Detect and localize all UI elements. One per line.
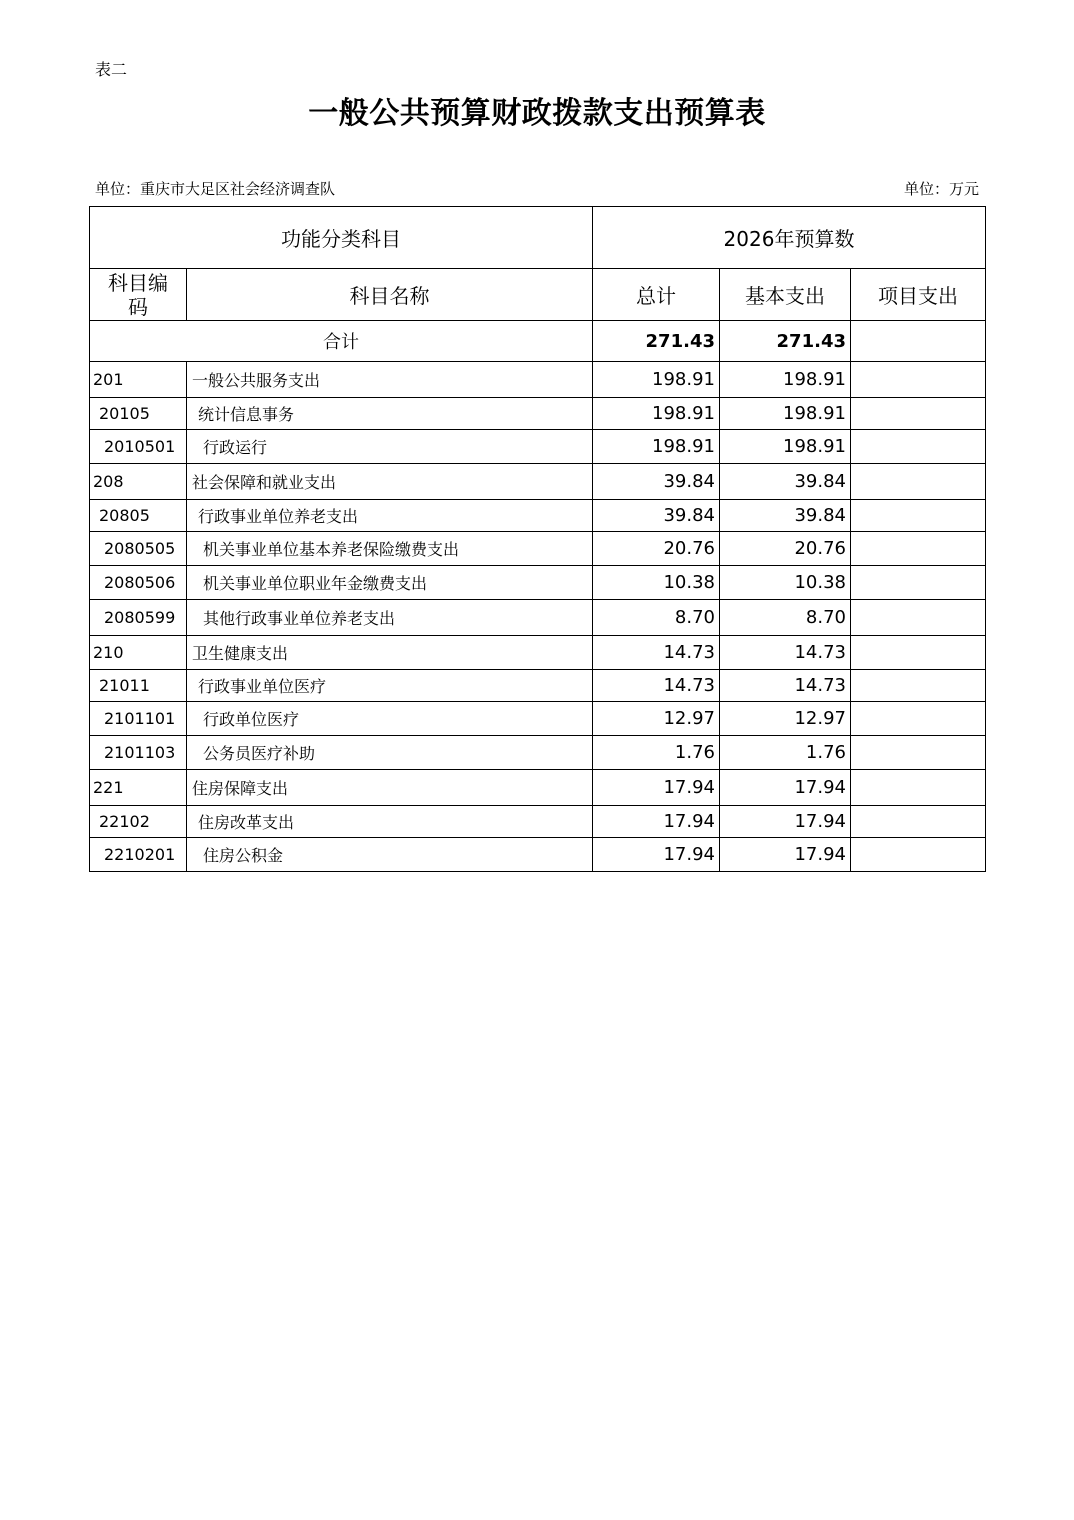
total-value-cell: 39.84 xyxy=(593,500,720,532)
subject-name-cell: 公务员医疗补助 xyxy=(187,736,593,770)
basic-value-cell: 17.94 xyxy=(720,770,851,806)
total-basic-value: 271.43 xyxy=(720,321,851,362)
budget-table xyxy=(89,206,986,872)
table-row xyxy=(90,736,986,770)
project-value-cell xyxy=(851,362,986,398)
basic-value-cell: 10.38 xyxy=(720,566,851,600)
subject-name-cell: 行政运行 xyxy=(187,430,593,464)
project-value-cell xyxy=(851,702,986,736)
total-project-value xyxy=(851,321,986,362)
subject-code-cell: 2101103 xyxy=(90,736,187,770)
basic-value-cell: 1.76 xyxy=(720,736,851,770)
subject-name-cell: 住房改革支出 xyxy=(187,806,593,838)
project-value-cell xyxy=(851,838,986,872)
project-column-header: 项目支出 xyxy=(851,269,986,321)
total-value-cell: 14.73 xyxy=(593,670,720,702)
table-row xyxy=(90,500,986,532)
basic-value-cell: 39.84 xyxy=(720,500,851,532)
column-header-row xyxy=(90,269,986,321)
project-value-cell xyxy=(851,532,986,566)
subject-name-cell: 统计信息事务 xyxy=(187,398,593,430)
table-row xyxy=(90,362,986,398)
total-value-cell: 1.76 xyxy=(593,736,720,770)
project-value-cell xyxy=(851,566,986,600)
subject-code-cell: 2101101 xyxy=(90,702,187,736)
table-row xyxy=(90,398,986,430)
project-value-cell xyxy=(851,770,986,806)
table-row xyxy=(90,636,986,670)
subject-name-cell: 住房保障支出 xyxy=(187,770,593,806)
budget-year-header: 2026年预算数 xyxy=(593,207,986,269)
subject-name-cell: 行政事业单位医疗 xyxy=(187,670,593,702)
subject-name-cell: 其他行政事业单位养老支出 xyxy=(187,600,593,636)
basic-value-cell: 12.97 xyxy=(720,702,851,736)
table-row xyxy=(90,600,986,636)
subject-name-cell: 机关事业单位职业年金缴费支出 xyxy=(187,566,593,600)
code-column-label: 科目编码 xyxy=(108,270,168,319)
basic-value-cell: 17.94 xyxy=(720,806,851,838)
page-title: 一般公共预算财政拨款支出预算表 xyxy=(308,96,766,131)
total-sum-value: 271.43 xyxy=(593,321,720,362)
total-value-cell: 198.91 xyxy=(593,398,720,430)
table-row xyxy=(90,430,986,464)
project-value-cell xyxy=(851,636,986,670)
subject-code-cell: 2080599 xyxy=(90,600,187,636)
table-row xyxy=(90,566,986,600)
project-value-cell xyxy=(851,500,986,532)
organization-unit: 单位：重庆市大足区社会经济调查队 xyxy=(95,180,336,198)
project-value-cell xyxy=(851,398,986,430)
basic-value-cell: 39.84 xyxy=(720,464,851,500)
basic-value-cell: 198.91 xyxy=(720,398,851,430)
subject-name-cell: 行政事业单位养老支出 xyxy=(187,500,593,532)
total-value-cell: 17.94 xyxy=(593,838,720,872)
basic-value-cell: 8.70 xyxy=(720,600,851,636)
total-value-cell: 14.73 xyxy=(593,636,720,670)
table-row xyxy=(90,670,986,702)
total-column-header: 总计 xyxy=(593,269,720,321)
subject-code-cell: 20105 xyxy=(90,398,187,430)
subject-name-cell: 社会保障和就业支出 xyxy=(187,464,593,500)
basic-column-header: 基本支出 xyxy=(720,269,851,321)
subject-name-cell: 行政单位医疗 xyxy=(187,702,593,736)
basic-value-cell: 198.91 xyxy=(720,430,851,464)
total-value-cell: 198.91 xyxy=(593,430,720,464)
total-label: 合计 xyxy=(90,321,593,362)
project-value-cell xyxy=(851,600,986,636)
total-value-cell: 198.91 xyxy=(593,362,720,398)
subject-code-cell: 2080505 xyxy=(90,532,187,566)
total-value-cell: 17.94 xyxy=(593,770,720,806)
subject-code-cell: 221 xyxy=(90,770,187,806)
project-value-cell xyxy=(851,464,986,500)
subject-code-cell: 210 xyxy=(90,636,187,670)
code-column-header xyxy=(90,269,187,321)
subject-name-cell: 卫生健康支出 xyxy=(187,636,593,670)
table-row xyxy=(90,838,986,872)
table-row xyxy=(90,806,986,838)
table-row xyxy=(90,464,986,500)
total-value-cell: 20.76 xyxy=(593,532,720,566)
subject-code-cell: 2210201 xyxy=(90,838,187,872)
total-value-cell: 39.84 xyxy=(593,464,720,500)
basic-value-cell: 14.73 xyxy=(720,636,851,670)
project-value-cell xyxy=(851,806,986,838)
subject-name-cell: 住房公积金 xyxy=(187,838,593,872)
basic-value-cell: 20.76 xyxy=(720,532,851,566)
total-value-cell: 17.94 xyxy=(593,806,720,838)
table-number-label: 表二 xyxy=(95,60,128,79)
subject-name-cell: 机关事业单位基本养老保险缴费支出 xyxy=(187,532,593,566)
total-value-cell: 8.70 xyxy=(593,600,720,636)
subject-code-cell: 208 xyxy=(90,464,187,500)
basic-value-cell: 198.91 xyxy=(720,362,851,398)
subject-code-cell: 21011 xyxy=(90,670,187,702)
group-header-row xyxy=(90,207,986,269)
basic-value-cell: 14.73 xyxy=(720,670,851,702)
total-value-cell: 10.38 xyxy=(593,566,720,600)
project-value-cell xyxy=(851,670,986,702)
table-row xyxy=(90,770,986,806)
project-value-cell xyxy=(851,736,986,770)
functional-classification-header: 功能分类科目 xyxy=(90,207,593,269)
subject-code-cell: 22102 xyxy=(90,806,187,838)
basic-value-cell: 17.94 xyxy=(720,838,851,872)
subject-name-cell: 一般公共服务支出 xyxy=(187,362,593,398)
subject-code-cell: 20805 xyxy=(90,500,187,532)
table-row xyxy=(90,702,986,736)
subject-code-cell: 201 xyxy=(90,362,187,398)
table-row xyxy=(90,532,986,566)
subject-code-cell: 2010501 xyxy=(90,430,187,464)
name-column-header: 科目名称 xyxy=(187,269,593,321)
total-row xyxy=(90,321,986,362)
total-value-cell: 12.97 xyxy=(593,702,720,736)
subject-code-cell: 2080506 xyxy=(90,566,187,600)
project-value-cell xyxy=(851,430,986,464)
currency-unit: 单位：万元 xyxy=(903,180,979,198)
